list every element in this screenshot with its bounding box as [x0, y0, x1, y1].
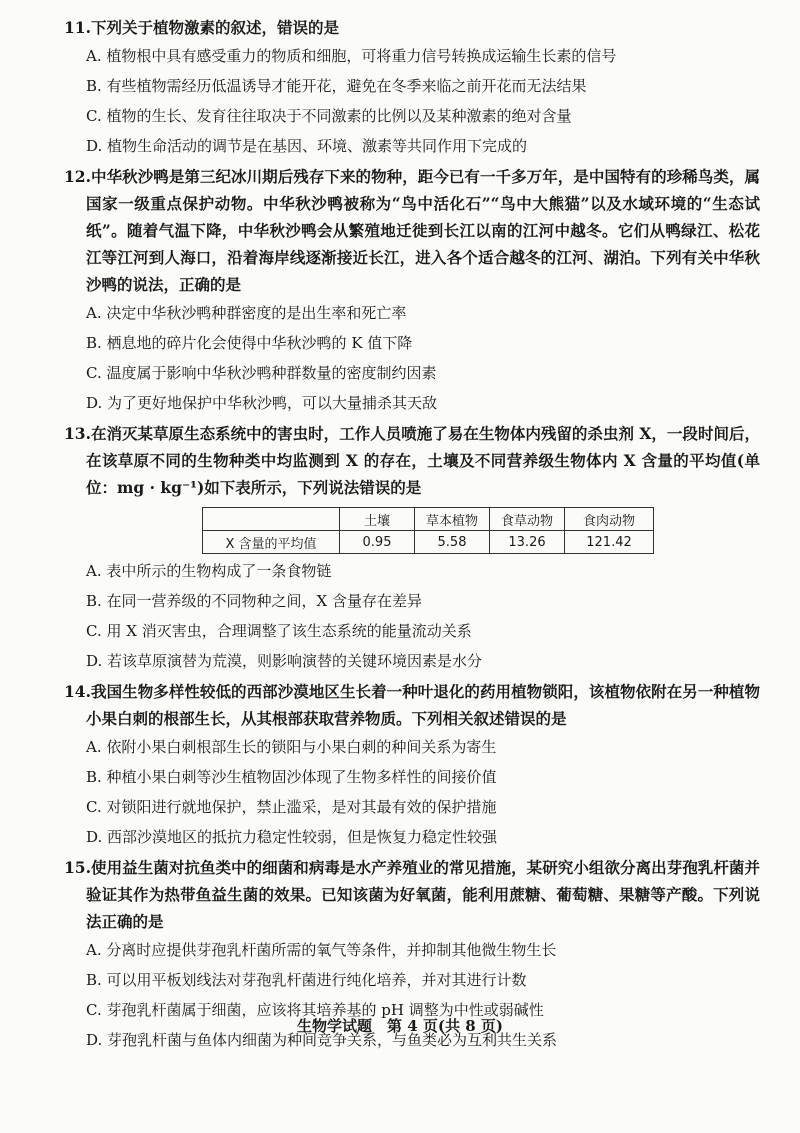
option-a: A. 植物根中具有感受重力的物质和细胞，可将重力信号转换成运输生长素的信号 — [86, 47, 617, 65]
table-header-row — [203, 508, 654, 531]
question-stem: 使用益生菌对抗鱼类中的细菌和病毒是水产养殖业的常见措施，某研究小组欲分离出芽孢乳杆菌并验证其作为热带鱼益生菌的效果。已知该菌为好氧菌，能利用蔗糖、葡萄糖、果糖等产酸。下列说法正确的是 — [86, 858, 760, 931]
option-d: D. 植物生命活动的调节是在基因、环境、激素等共同作用下完成的 — [86, 137, 528, 155]
table-cell: X 含量的平均值 — [203, 531, 340, 554]
table-header-cell: 食肉动物 — [565, 508, 654, 531]
table-header-cell: 草本植物 — [415, 508, 490, 531]
question-stem: 在消灭某草原生态系统中的害虫时，工作人员喷施了易在生物体内残留的杀虫剂 X，一段时间后，在该草原不同的生物种类中均监测到 X 的存在，土壤及不同营养级生物体内 X 含量的平均值(单位：mg · kg⁻¹)如下表所示，下列说法错误的是 — [86, 424, 760, 497]
question-number: 12. — [64, 167, 91, 186]
option-c: C. 用 X 消灭害虫，合理调整了该生态系统的能量流动关系 — [86, 622, 472, 640]
pesticide-table — [202, 507, 654, 554]
page-footer: 生物学试题 第 4 页(共 8 页) — [297, 1017, 503, 1035]
option-b: B. 在同一营养级的不同物种之间，X 含量存在差异 — [86, 592, 423, 610]
option-a: A. 决定中华秋沙鸭种群密度的是出生率和死亡率 — [86, 304, 407, 322]
option-a: A. 分离时应提供芽孢乳杆菌所需的氧气等条件，并抑制其他微生物生长 — [86, 941, 557, 959]
option-b: B. 种植小果白刺等沙生植物固沙体现了生物多样性的间接价值 — [86, 768, 497, 786]
table-header-cell — [203, 508, 340, 531]
option-b: B. 栖息地的碎片化会使得中华秋沙鸭的 K 值下降 — [86, 334, 413, 352]
question-stem: 我国生物多样性较低的西部沙漠地区生长着一种叶退化的药用植物锁阳，该植物依附在另一种植物小果白刺的根部生长，从其根部获取营养物质。下列相关叙述错误的是 — [86, 682, 760, 728]
table-header-cell: 食草动物 — [490, 508, 565, 531]
question-14 — [64, 678, 760, 852]
option-c: C. 芽孢乳杆菌属于细菌，应该将其培养基的 pH 调整为中性或弱碱性 — [86, 1001, 544, 1019]
option-a: A. 依附小果白刺根部生长的锁阳与小果白刺的种间关系为寄生 — [86, 738, 497, 756]
option-c: C. 植物的生长、发育往往取决于不同激素的比例以及某种激素的绝对含量 — [86, 107, 572, 125]
question-number: 15. — [64, 858, 91, 877]
question-stem: 下列关于植物激素的叙述，错误的是 — [90, 18, 339, 37]
option-d: D. 为了更好地保护中华秋沙鸭，可以大量捕杀其天敌 — [86, 394, 438, 412]
question-13 — [64, 420, 760, 676]
option-d: D. 芽孢乳杆菌与鱼体内细菌为种间竞争关系，与鱼类必为互利共生关系 — [86, 1031, 558, 1049]
table-cell: 13.26 — [490, 531, 565, 554]
option-b: B. 可以用平板划线法对芽孢乳杆菌进行纯化培养，并对其进行计数 — [86, 971, 527, 989]
question-number: 14. — [64, 682, 91, 701]
table-header-cell: 土壤 — [340, 508, 415, 531]
option-c: C. 对锁阳进行就地保护，禁止滥采，是对其最有效的保护措施 — [86, 798, 497, 816]
question-11 — [64, 14, 760, 161]
option-c: C. 温度属于影响中华秋沙鸭种群数量的密度制约因素 — [86, 364, 437, 382]
option-a: A. 表中所示的生物构成了一条食物链 — [86, 562, 332, 580]
option-d: D. 若该草原演替为荒漠，则影响演替的关键环境因素是水分 — [86, 652, 483, 670]
question-stem: 中华秋沙鸭是第三纪冰川期后残存下来的物种，距今已有一千多万年，是中国特有的珍稀鸟类，属国家一级重点保护动物。中华秋沙鸭被称为“鸟中活化石”“鸟中大熊猫”以及水域环境的“生态试纸”。随着气温下降，中华秋沙鸭会从繁殖地迁徙到长江以南的江河中越冬。它们从鸭绿江、松花江等江河到人海口，沿着海岸线逐渐接近长江，进入各个适合越冬的江河、湖泊。下列有关中华秋沙鸭的说法，正确的是 — [86, 167, 760, 294]
table-cell: 121.42 — [565, 531, 654, 554]
option-b: B. 有些植物需经历低温诱导才能开花，避免在冬季来临之前开花而无法结果 — [86, 77, 587, 95]
option-d: D. 西部沙漠地区的抵抗力稳定性较弱，但是恢复力稳定性较强 — [86, 828, 498, 846]
question-12 — [64, 163, 760, 418]
table-cell: 5.58 — [415, 531, 490, 554]
question-number: 13. — [64, 424, 91, 443]
table-cell: 0.95 — [340, 531, 415, 554]
table-row — [203, 531, 654, 554]
question-number: 11. — [64, 18, 91, 37]
